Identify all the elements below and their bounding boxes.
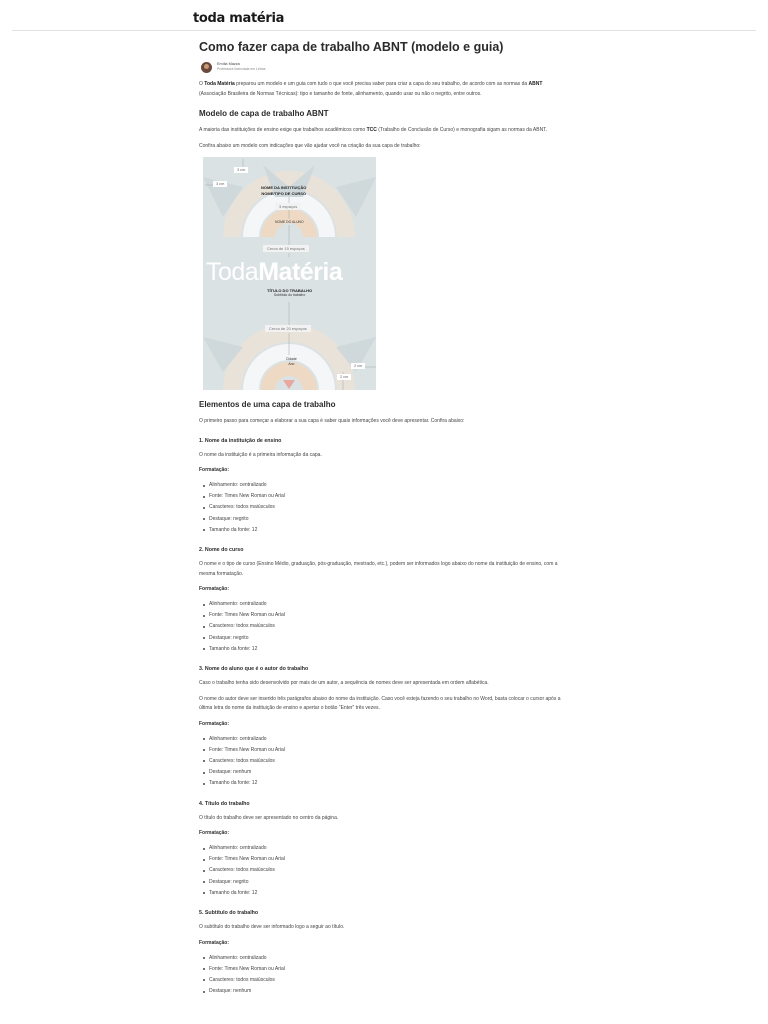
format-item: Destaque: nenhum bbox=[199, 767, 571, 778]
format-item: Alinhamento: centralizado bbox=[199, 843, 571, 854]
city-text: Cidade bbox=[286, 357, 297, 361]
author-name[interactable]: Emília Mazza bbox=[217, 62, 240, 66]
intro-bold-2: ABNT bbox=[528, 81, 543, 87]
item-text: O nome e o tipo de curso (Ensino Médio, graduação, pós-graduação, mestrado, etc.), podem ser informados logo abaixo do nome da instituição de ensino, com a mesma formatação. bbox=[199, 561, 558, 577]
top-bar bbox=[0, 0, 768, 31]
intro-text-3: (Associação Brasileira de Normas Técnicas): tipo e tamanho de fonte, alinhamento, quando usar ou não o negrito, entre outros. bbox=[199, 90, 482, 97]
model-text-1: A maioria das instituições de ensino exige que trabalhos acadêmicos como bbox=[199, 127, 367, 133]
formatting-label: Formatação: bbox=[199, 586, 230, 593]
format-item: Tamanho da fonte: 12 bbox=[199, 778, 571, 789]
format-list bbox=[199, 843, 571, 899]
left-margin-label: 3 cm bbox=[213, 181, 227, 187]
format-item: Alinhamento: centralizado bbox=[199, 480, 571, 491]
format-item: Caracteres: todos maiúsculos bbox=[199, 756, 571, 767]
format-item: Fonte: Times New Roman ou Arial bbox=[199, 854, 571, 865]
top-margin-label: 3 cm bbox=[234, 167, 248, 173]
format-item: Fonte: Times New Roman ou Arial bbox=[199, 610, 571, 621]
work-subtitle-text: Subtítulo do trabalho bbox=[273, 293, 306, 297]
cover-model-image bbox=[203, 157, 376, 390]
format-item: Destaque: nenhum bbox=[199, 986, 571, 997]
section-heading-model: Modelo de capa de trabalho ABNT bbox=[199, 109, 329, 118]
model-paragraph-1 bbox=[199, 126, 571, 136]
student-name-label: NOME DO ALUNO bbox=[275, 220, 304, 224]
item-text: O nome do autor deve ser inserido três parágrafos abaixo do nome da instituição. Caso você esteja fazendo o seu trabalho no Word, basta colocar o cursor após a última letra do nome da instituição de ensino e apertar o botão "Enter" três vezes. bbox=[199, 695, 561, 712]
format-item: Tamanho da fonte: 12 bbox=[199, 644, 571, 655]
format-list bbox=[199, 599, 571, 655]
model-text-2: (Trabalho de Conclusão de Curso) e monografia sigam as normas da ABNT. bbox=[376, 127, 548, 133]
institution-name-label bbox=[261, 185, 306, 196]
format-list bbox=[199, 953, 571, 998]
right-margin-label: 2 cm bbox=[351, 363, 365, 369]
item-heading: 1. Nome da instituição de ensino bbox=[199, 437, 282, 444]
item-heading: 4. Título do trabalho bbox=[199, 800, 250, 807]
work-title-label bbox=[267, 288, 312, 298]
format-item: Fonte: Times New Roman ou Arial bbox=[199, 745, 571, 756]
spaces-15-label: Cerca de 15 espaços bbox=[263, 245, 309, 252]
model-paragraph-2: Confira abaixo um modelo com indicações que vão ajudar você na criação da sua capa de trabalho: bbox=[199, 142, 421, 149]
author-avatar[interactable] bbox=[201, 62, 212, 73]
item-text: O nome da instituição é a primeira informação da capa. bbox=[199, 451, 322, 458]
intro-bold-1: Toda Matéria bbox=[204, 81, 235, 87]
article bbox=[199, 40, 571, 1003]
format-list bbox=[199, 734, 571, 790]
formatting-label: Formatação: bbox=[199, 720, 230, 727]
format-item: Fonte: Times New Roman ou Arial bbox=[199, 964, 571, 975]
site-logo[interactable]: toda matéria bbox=[193, 11, 285, 26]
format-item: Alinhamento: centralizado bbox=[199, 734, 571, 745]
work-title-text: TÍTULO DO TRABALHO bbox=[267, 288, 313, 293]
spaces-3-label: 3 espaços bbox=[275, 203, 301, 210]
item-1 bbox=[199, 437, 571, 537]
item-4 bbox=[199, 800, 571, 900]
brand-watermark bbox=[206, 258, 342, 287]
author-role: Professora licenciada em Letras bbox=[217, 67, 266, 71]
format-item: Tamanho da fonte: 12 bbox=[199, 525, 571, 536]
item-text: Caso o trabalho tenha sido desenvolvido por mais de um autor, a sequência de nomes deve ser apresentada em ordem alfabética. bbox=[199, 680, 489, 687]
format-item: Tamanho da fonte: 12 bbox=[199, 888, 571, 899]
header-divider bbox=[12, 30, 756, 31]
format-item: Caracteres: todos maiúsculos bbox=[199, 865, 571, 876]
format-item: Caracteres: todos maiúsculos bbox=[199, 975, 571, 986]
item-5 bbox=[199, 909, 571, 997]
intro-text-1: O bbox=[199, 81, 205, 87]
institution-line-1: NOME DA INSTITUIÇÃO bbox=[261, 185, 307, 190]
item-text: O subtítulo do trabalho deve ser informado logo a seguir ao título. bbox=[199, 924, 345, 931]
formatting-label: Formatação: bbox=[199, 830, 230, 837]
formatting-label: Formatação: bbox=[199, 467, 230, 473]
model-bold: TCC bbox=[366, 127, 377, 133]
intro-paragraph bbox=[199, 80, 571, 99]
intro-text-2: preparou um modelo e um guia com tudo o que você precisa saber para criar a capa do seu trabalho, de acordo com as normas da bbox=[234, 81, 529, 87]
formatting-label: Formatação: bbox=[199, 939, 230, 946]
format-item: Caracteres: todos maiúsculos bbox=[199, 621, 571, 632]
brand-light: Toda bbox=[206, 258, 259, 286]
item-2 bbox=[199, 546, 571, 655]
bottom-margin-label: 2 cm bbox=[337, 374, 351, 380]
year-text: Ano bbox=[288, 361, 295, 366]
item-heading: 3. Nome do aluno que é o autor do trabalho bbox=[199, 666, 309, 673]
format-item: Destaque: negrito bbox=[199, 877, 571, 888]
format-item: Caracteres: todos maiúsculos bbox=[199, 502, 571, 513]
elements-intro: O primeiro passo para começar a elaborar a sua capa é saber quais informações você deve apresentar. Confira abaixo: bbox=[199, 418, 465, 424]
format-item: Alinhamento: centralizado bbox=[199, 953, 571, 964]
article-title: Como fazer capa de trabalho ABNT (modelo e guia) bbox=[199, 40, 504, 54]
brand-bold: Matéria bbox=[258, 258, 343, 286]
item-heading: 5. Subtítulo do trabalho bbox=[199, 910, 259, 917]
format-item: Destaque: negrito bbox=[199, 633, 571, 644]
format-item: Fonte: Times New Roman ou Arial bbox=[199, 491, 571, 502]
format-list bbox=[199, 480, 571, 536]
format-item: Destaque: negrito bbox=[199, 514, 571, 525]
item-text: O título do trabalho deve ser apresentado no centro da página. bbox=[199, 814, 339, 821]
item-3 bbox=[199, 665, 571, 790]
spaces-20-label: Cerca de 20 espaços bbox=[265, 325, 311, 332]
item-heading: 2. Nome do curso bbox=[199, 547, 244, 554]
format-item: Alinhamento: centralizado bbox=[199, 599, 571, 610]
section-heading-elements: Elementos de uma capa de trabalho bbox=[199, 400, 336, 409]
author-info bbox=[199, 60, 571, 74]
institution-line-2: NOME/TIPO DE CURSO bbox=[261, 190, 307, 196]
city-year-label bbox=[286, 357, 297, 366]
